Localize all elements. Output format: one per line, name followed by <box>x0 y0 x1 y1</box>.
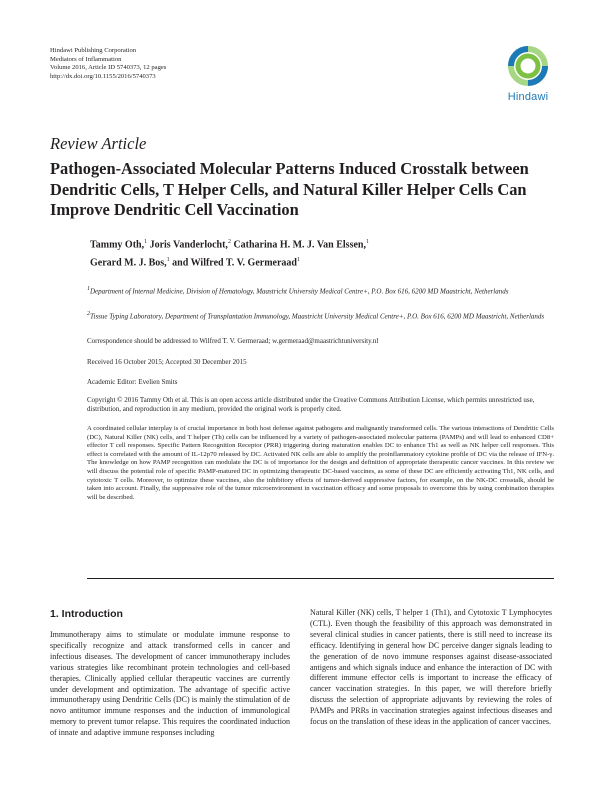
article-type: Review Article <box>50 134 147 153</box>
hindawi-logo-icon <box>498 40 558 90</box>
author-name: Tammy Oth, <box>90 239 145 251</box>
copyright-notice: Copyright © 2016 Tammy Oth et al. This is an open access article distributed under the Creative Commons Attribution License, which permits unrestricted use, distribution, and reproduction in any medium, provided the original work is properly cited. <box>87 396 535 413</box>
section-heading: 1. Introduction <box>50 608 123 620</box>
academic-editor: Academic Editor: Evelien Smits <box>87 378 178 386</box>
journal-name: Mediators of Inflammation <box>50 55 122 63</box>
author-name: Joris Vanderlocht, <box>149 239 228 251</box>
intro-column-left: Immunotherapy aims to stimulate or modulate immune response to specifically recognize and attack transformed cells in cancer and infectious diseases. The development of cancer immunotherapy includes various strategies like recombinant protein technologies and cell-based therapies. Clinically applied cellular therapeutic vaccines are currently under development and optimization. The advantage of specific active immunotherapy using Dendritic Cells (DC) is mainly the stimulation of de novo antitumor immune responses and the induction of immunological memory to prevent tumor relapse. This requires the coordinated induction of innate and adaptive immune responses including <box>50 630 290 738</box>
affiliation-number: 1 <box>87 286 90 292</box>
affiliation-number: 2 <box>87 311 90 317</box>
affiliation <box>87 285 557 296</box>
article-title: Pathogen-Associated Molecular Patterns Induced Crosstalk between Dendritic Cells, T Helper Cells, and Natural Killer Helper Cells Can Improve Dendritic Cell Vaccination <box>50 159 529 219</box>
author-name: Gerard M. J. Bos, <box>90 257 167 269</box>
hindawi-logo <box>498 40 558 110</box>
author-affiliation-marker: 1 <box>365 239 369 245</box>
doi-link[interactable]: http://dx.doi.org/10.1155/2016/5740373 <box>50 72 156 80</box>
abstract: A coordinated cellular interplay is of crucial importance in both host defense against pathogens and malignantly transformed cells. The various interactions of Dendritic Cells (DC), Natural Killer (NK) cells, and T helper (Th) cells can be influenced by a variety of pathogen-associated molecular patterns (PAMPs) and will lead to enhanced CD8+ effector T cell responses. Specific Pattern Recognition Receptor (PRR) triggering during maturation enables DC to enhance Th1 as well as NK helper cell responses. This effect is correlated with the amount of IL-12p70 released by DC. Activated NK cells are able to amplify the proinflammatory cytokine profile of DC via the release of IFN-γ. The knowledge on how PAMP recognition can modulate the DC is of importance for the design and definition of appropriate therapeutic cancer vaccines. In this review we will discuss the potential role of specific PAMP-matured DC in optimizing therapeutic DC-based vaccines, as some of these DC are efficiently activating Th1, NK cells, and cytotoxic T cells. Moreover, to optimize these vaccines, also the inhibitory effects of tumor-derived suppressive factors, for example, on the NK-DC crosstalk, should be taken into account. Finally, the suppressive role of the tumor microenvironment in vaccination efficacy and some proposals to overcome this by using combination therapies will be described. <box>87 425 554 501</box>
author-list <box>90 235 560 271</box>
author-name: and Wilfred T. V. Germeraad <box>172 257 297 269</box>
logo-wordmark: Hindawi <box>507 91 549 103</box>
affiliation-text: Department of Internal Medicine, Division of Hematology, Maastricht University Medical Centre+, P.O. Box 616, 6200 MD Maastricht, Netherlands <box>90 287 509 296</box>
correspondence: Correspondence should be addressed to Wilfred T. V. Germeraad; w.germeraad@maastrichtuniversity.nl <box>87 337 379 345</box>
author-affiliation-marker: 1 <box>297 256 300 263</box>
affiliation-text: Tissue Typing Laboratory, Department of Transplantation Immunology, Maastricht University Medical Centre+, P.O. Box 616, 6200 MD Maastricht, Netherlands <box>90 312 545 321</box>
received-accepted-dates: Received 16 October 2015; Accepted 30 December 2015 <box>87 358 247 366</box>
publisher-name: Hindawi Publishing Corporation <box>50 47 137 54</box>
volume-info: Volume 2016, Article ID 5740373, 12 pages <box>50 64 167 71</box>
affiliation <box>87 310 557 321</box>
author-affiliation-marker: 2 <box>227 239 231 245</box>
author-affiliation-marker: 1 <box>144 239 148 245</box>
intro-column-right: Natural Killer (NK) cells, T helper 1 (Th1), and Cytotoxic T Lymphocytes (CTL). Even though the feasibility of this approach was demonstrated in several clinical studies in cancer patients, there is still need to increase its efficacy. Identifying in general how DC perceive danger signals leading to the generation of de novo immune responses against disease-associated antigens and which signals induce and enhance the interaction of DC with different immune effector cells is important to increase the efficacy of cancer vaccination strategies. In this paper, we will therefore briefly discuss the selection of appropriate adjuvants by reviewing the roles of PAMPs and PRRs in vaccination strategies against infectious diseases and focus on the translation of these ideas in the application of cancer vaccines. <box>310 608 552 727</box>
journal-header <box>50 47 166 81</box>
author-name: Catharina H. M. J. Van Elssen, <box>233 239 366 251</box>
abstract-divider <box>87 578 554 579</box>
author-affiliation-marker: 1 <box>166 256 170 263</box>
